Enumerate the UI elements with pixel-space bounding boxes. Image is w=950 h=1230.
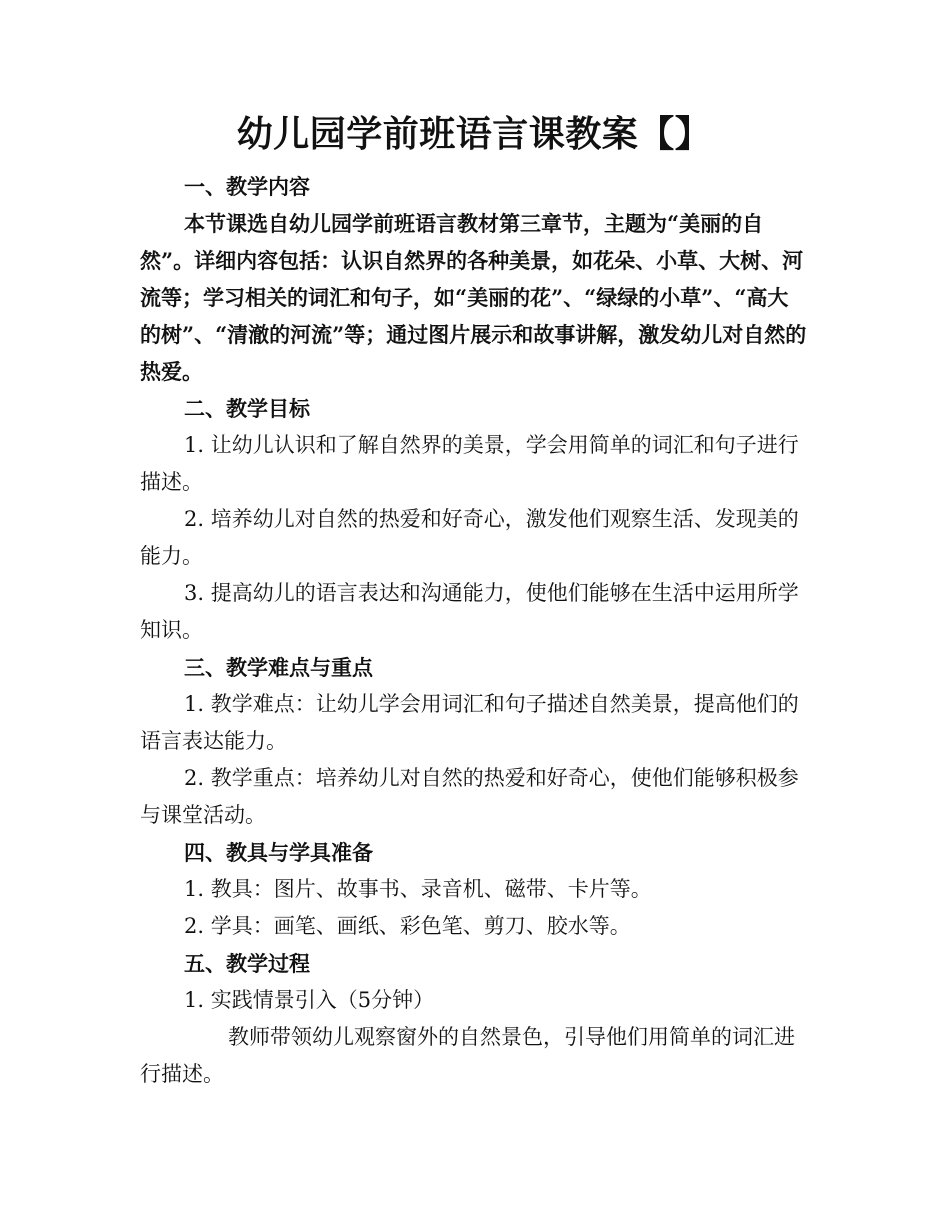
list-item: 2. 学具：画笔、画纸、彩色笔、剪刀、胶水等。 <box>184 914 631 938</box>
section-paragraph: 本节课选自幼儿园学前班语言教材第三章节，主题为“美丽的自然”。详细内容包括：认识自然界的各种美景，如花朵、小草、大树、河流等；学习相关的词汇和句子，如“美丽的花”、“绿绿的小草”、“高大的树”、“清澈的河流”等；通过图片展示和故事讲解，激发幼儿对自然的热爱。 <box>140 211 807 384</box>
section-teaching-content <box>140 168 808 390</box>
list-item: 2. 培养幼儿对自然的热爱和好奇心，激发他们观察生活、发现美的能力。 <box>140 507 799 568</box>
list-item: 1. 教具：图片、故事书、录音机、磁带、卡片等。 <box>184 877 652 901</box>
list-item: 3. 提高幼儿的语言表达和沟通能力，使他们能够在生活中运用所学知识。 <box>140 581 799 642</box>
section-difficulties-and-key-points <box>140 649 808 834</box>
document-page <box>140 108 808 1093</box>
section-heading: 二、教学目标 <box>184 396 310 421</box>
section-heading: 五、教学过程 <box>184 951 310 976</box>
sub-paragraph: 教师带领幼儿观察窗外的自然景色，引导他们用简单的词汇进行描述。 <box>140 1025 795 1086</box>
section-teaching-tools <box>140 834 808 945</box>
section-teaching-goals <box>140 390 808 649</box>
section-heading: 三、教学难点与重点 <box>184 655 373 680</box>
document-title: 幼儿园学前班语言课教案【】 <box>236 113 712 155</box>
section-heading: 四、教具与学具准备 <box>184 840 373 865</box>
section-heading: 一、教学内容 <box>184 174 310 199</box>
list-item: 1. 让幼儿认识和了解自然界的美景，学会用简单的词汇和句子进行描述。 <box>140 433 799 494</box>
list-item: 1. 教学难点：让幼儿学会用词汇和句子描述自然美景，提高他们的语言表达能力。 <box>140 692 799 753</box>
section-teaching-process <box>140 945 808 1093</box>
list-item: 2. 教学重点：培养幼儿对自然的热爱和好奇心，使他们能够积极参与课堂活动。 <box>140 766 799 827</box>
list-item: 1. 实践情景引入（5分钟） <box>184 988 435 1012</box>
